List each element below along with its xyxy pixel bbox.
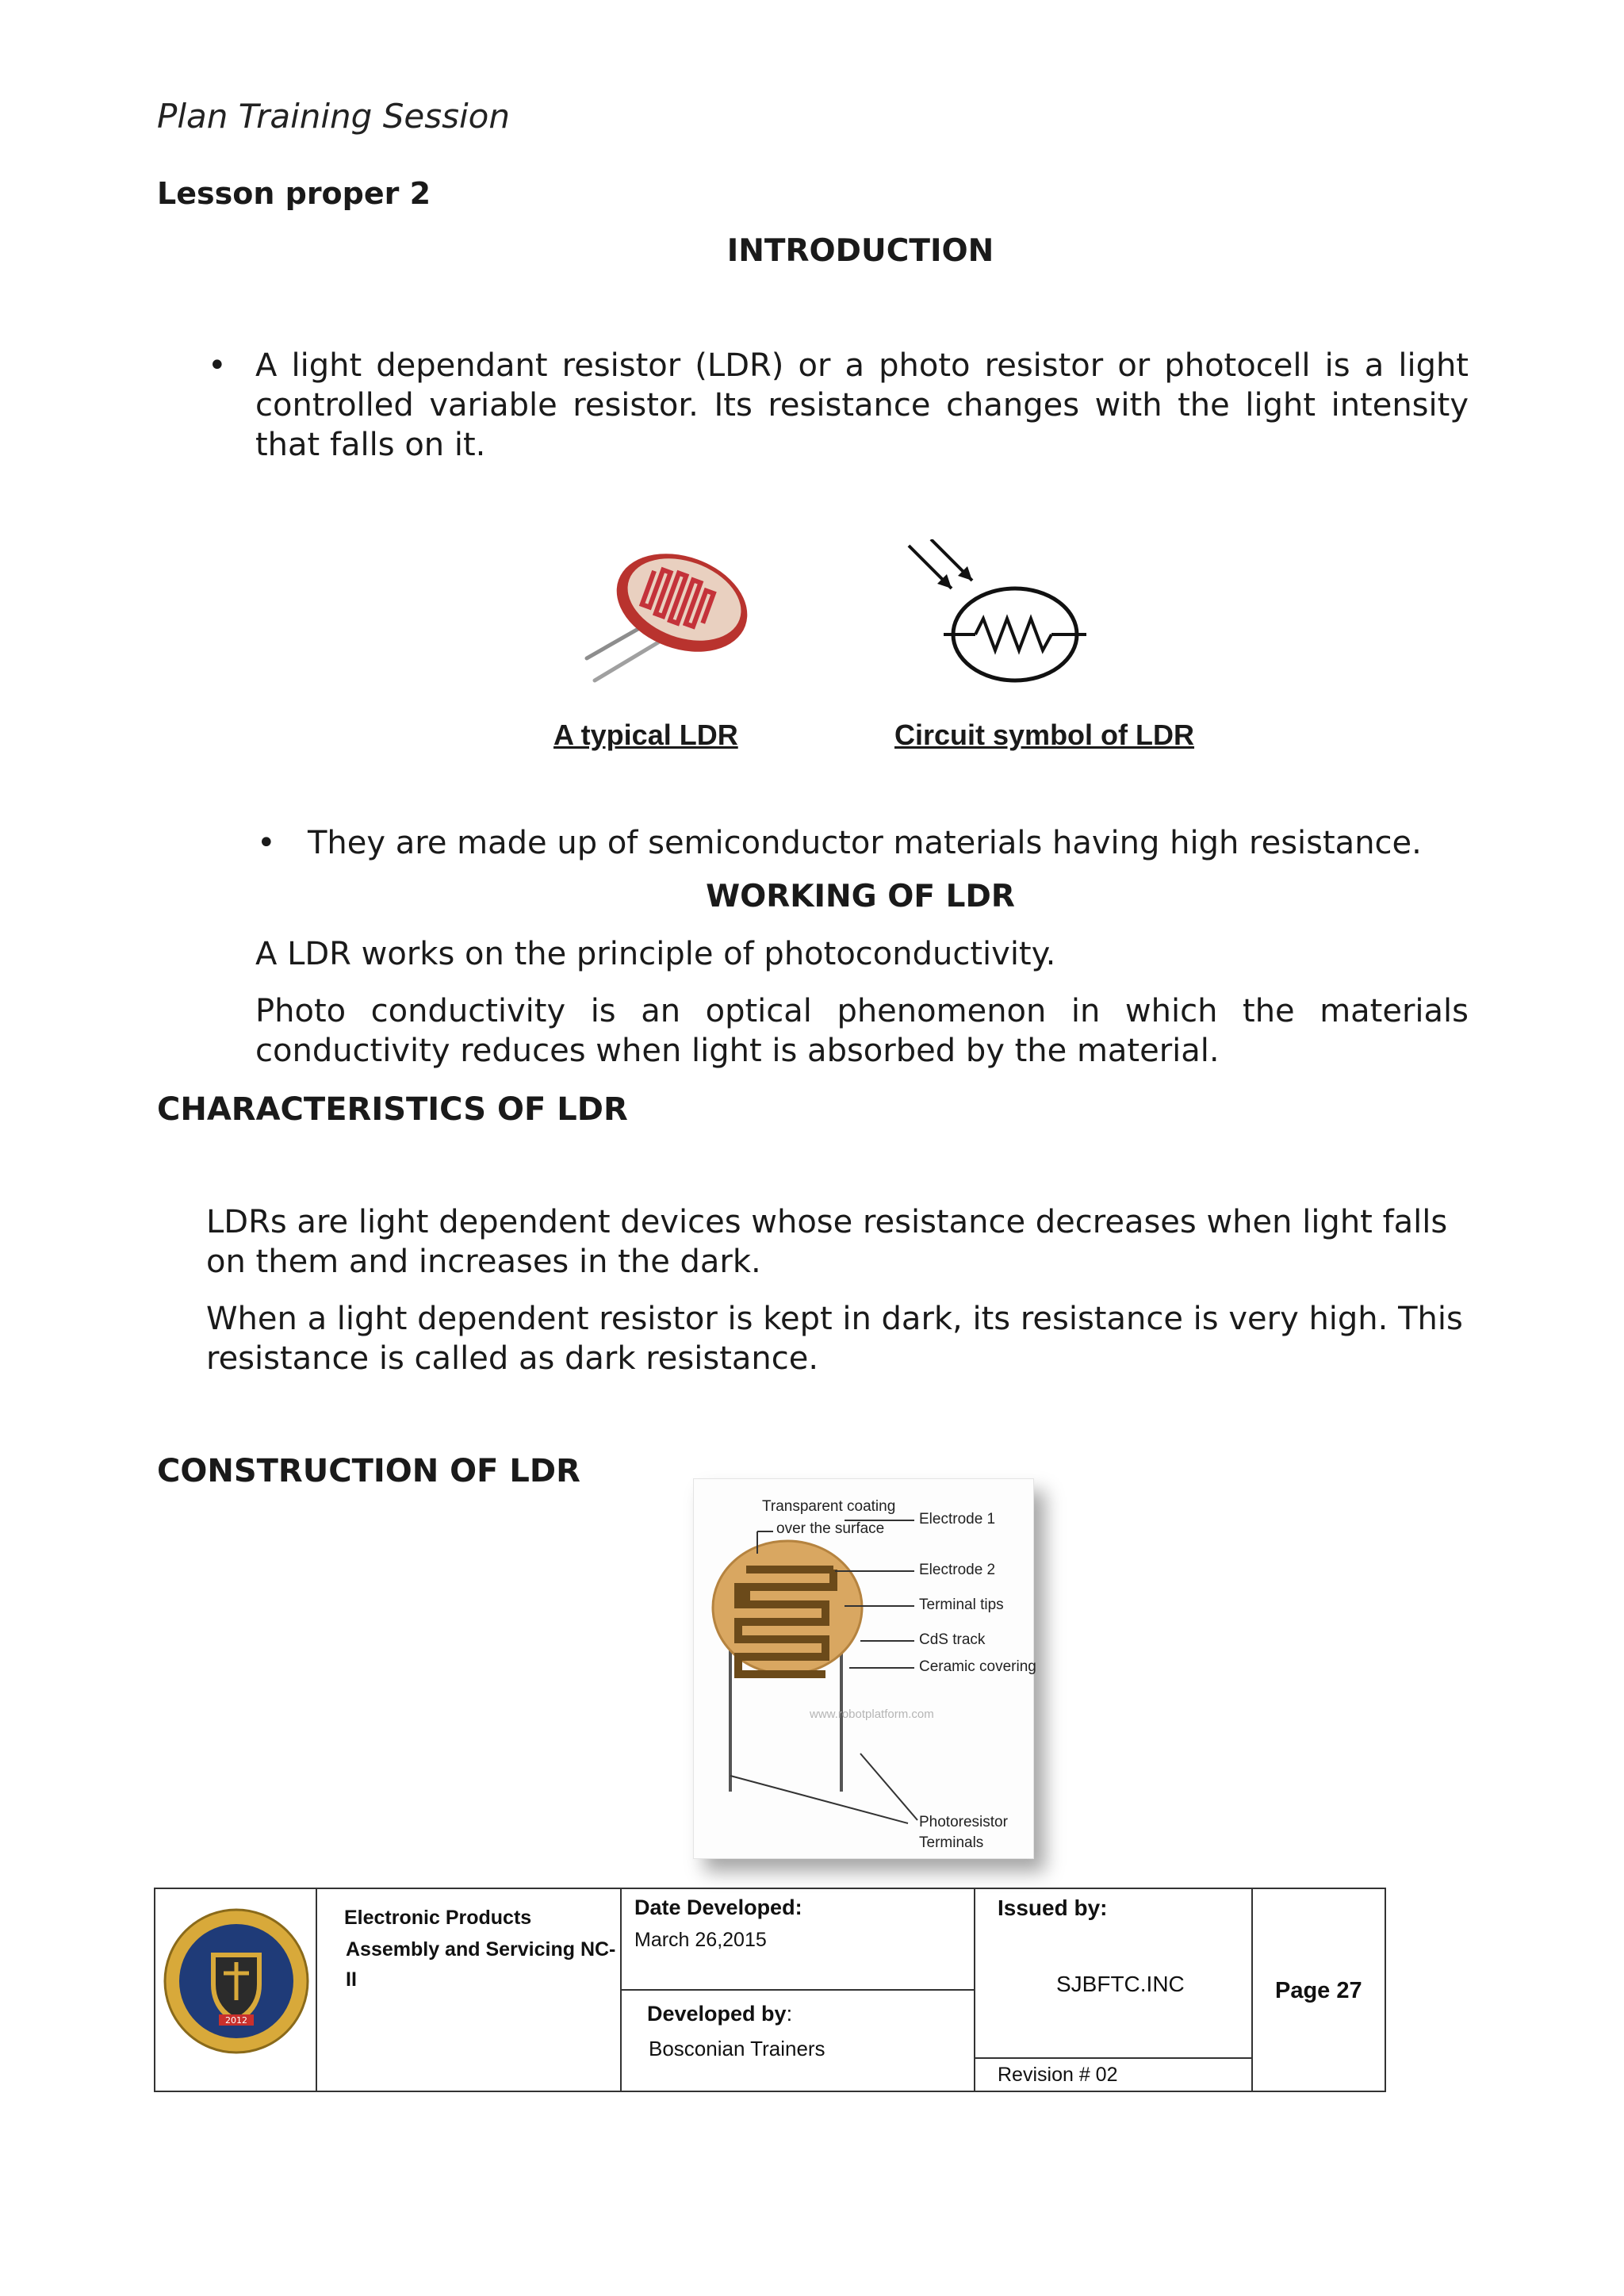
characteristics-paragraph-2: When a light dependent resistor is kept in dark, its resistance is very high. This resistance is called as dark resistance. <box>206 1301 1463 1377</box>
footer-issued-cell <box>975 1889 1253 2091</box>
label-cds-track: CdS track <box>919 1631 986 1648</box>
intro-bullet-ldr-definition: A light dependant resistor (LDR) or a photo resistor or photocell is a light controlled variable resistor. Its resistance changes with the light intensity that falls on it. <box>255 347 1469 463</box>
lesson-title: Lesson proper 2 <box>157 176 431 211</box>
developed-by-label-row <box>647 2002 792 2026</box>
page-header-title: Plan Training Session <box>157 97 510 136</box>
working-paragraph-photoconductivity: Photo conductivity is an optical phenomenon in which the materials conductivity reduces when light is absorbed by the material. <box>255 993 1469 1069</box>
date-developed-label: Date Developed: <box>634 1895 802 1919</box>
label-ceramic-covering: Ceramic covering <box>919 1658 1036 1675</box>
characteristics-heading: CHARACTERISTICS OF LDR <box>157 1091 628 1128</box>
label-terminals: Terminals <box>919 1834 984 1851</box>
introduction-heading: INTRODUCTION <box>726 233 994 269</box>
course-line-3: II <box>346 1968 357 1991</box>
school-logo-seal <box>155 1889 314 2091</box>
label-electrode-1: Electrode 1 <box>919 1511 996 1527</box>
page-number: Page 27 <box>1275 1978 1362 2003</box>
working-paragraph-principle: A LDR works on the principle of photoconductivity. <box>255 936 1056 972</box>
date-developed-value: March 26,2015 <box>634 1929 767 1951</box>
ldr-construction-diagram <box>693 1478 1034 1859</box>
label-terminal-tips: Terminal tips <box>919 1596 1004 1613</box>
document-footer-table <box>154 1888 1386 2092</box>
intro-bullet-semiconductor: They are made up of semiconductor materials having high resistance. <box>308 825 1422 861</box>
working-heading: WORKING OF LDR <box>706 879 1015 914</box>
course-line-2: Assembly and Servicing NC- <box>346 1938 616 1961</box>
construction-heading: CONSTRUCTION OF LDR <box>157 1453 580 1489</box>
bullet-marker: • <box>257 825 276 861</box>
footer-logo-cell <box>155 1889 317 2091</box>
footer-course-cell <box>317 1889 622 2091</box>
label-coating-line2: over the surface <box>776 1520 885 1537</box>
caption-typical-ldr: A typical LDR <box>553 719 738 751</box>
developed-by-value: Bosconian Trainers <box>649 2037 825 2060</box>
label-coating-line1: Transparent coating <box>762 1498 896 1515</box>
logo-year: 2012 <box>225 2015 247 2026</box>
developed-by-colon: : <box>786 2002 793 2026</box>
diagram-watermark: www.robotplatform.com <box>810 1708 934 1721</box>
issued-by-value: SJBFTC.INC <box>1056 1972 1185 1996</box>
label-electrode-2: Electrode 2 <box>919 1562 996 1578</box>
developed-by-label: Developed by <box>647 2002 787 2026</box>
bullet-marker: • <box>208 347 227 384</box>
issued-by-label: Issued by: <box>998 1895 1108 1920</box>
caption-ldr-circuit-symbol: Circuit symbol of LDR <box>894 719 1195 751</box>
ldr-circuit-symbol <box>896 539 1094 698</box>
footer-date-cell <box>622 1889 975 2091</box>
revision-number: Revision # 02 <box>998 2064 1118 2086</box>
typical-ldr-image <box>579 539 769 698</box>
label-photoresistor: Photoresistor <box>919 1814 1008 1830</box>
characteristics-paragraph-1: LDRs are light dependent devices whose resistance decreases when light falls on them and increases in the dark. <box>206 1204 1448 1280</box>
course-line-1: Electronic Products <box>344 1907 532 1929</box>
